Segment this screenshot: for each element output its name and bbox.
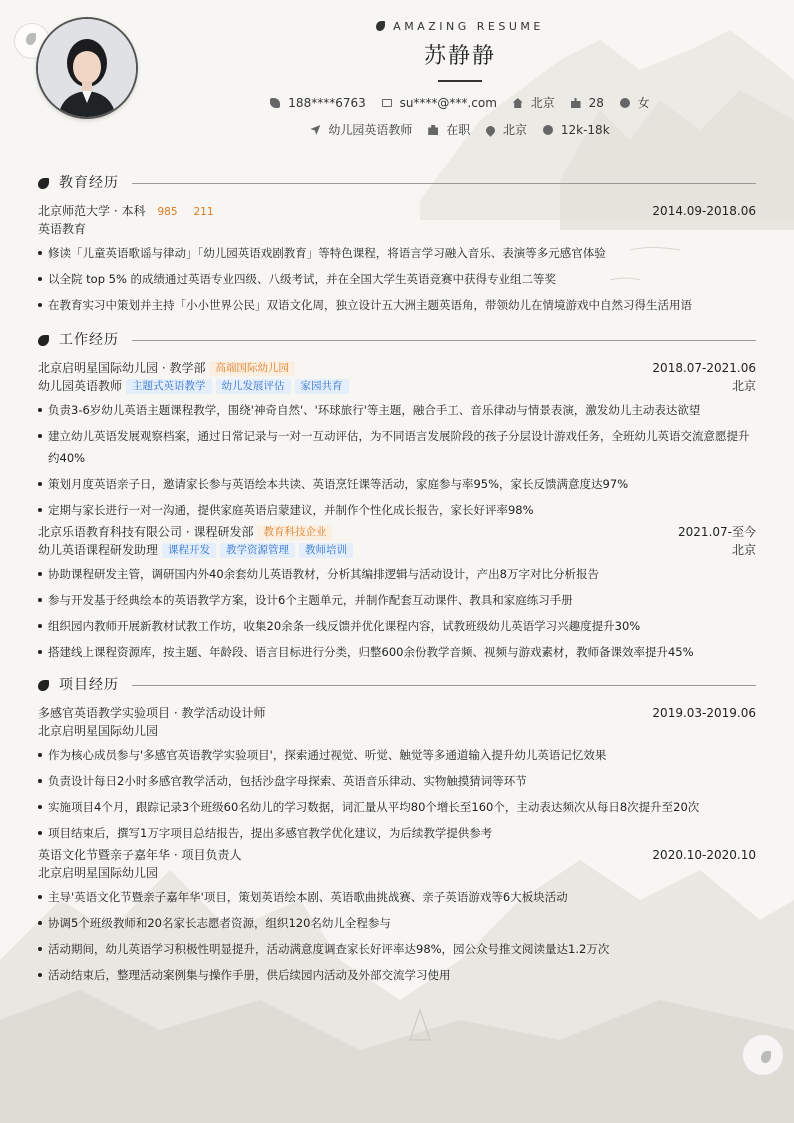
list-item: 项目结束后，撰写1万字项目总结报告，提出多感官教学优化建议，为后续教学提供参考 <box>38 822 756 844</box>
project-name: 多感官英语教学实验项目 · 教学活动设计师 <box>38 706 266 720</box>
list-item: 实施项目4个月，跟踪记录3个班级60名幼儿的学习数据，词汇量从平均80个增长至160个，主动表达频次从每日8次提升至20次 <box>38 796 756 818</box>
job-role: 幼儿园英语教师 <box>38 379 123 393</box>
education-date: 2014.09-2018.06 <box>652 204 756 218</box>
resume-header <box>150 18 770 139</box>
job-intent-row <box>150 121 770 139</box>
work-date: 2018.07-2021.06 <box>652 361 756 375</box>
mail-icon <box>382 99 392 107</box>
cake-icon <box>571 98 581 108</box>
job-role: 幼儿英语课程研发助理 <box>38 543 159 557</box>
home-icon <box>513 98 523 108</box>
list-item: 协助课程研发主管，调研国内外40余套幼儿英语教材，分析其编排逻辑与活动设计，产出8万字对比分析报告 <box>38 563 756 585</box>
work-bullets <box>38 563 756 663</box>
work-bullets <box>38 399 756 521</box>
skill-tag: 家园共育 <box>295 379 349 394</box>
list-item: 以全院 top 5% 的成绩通过英语专业四级、八级考试，并在全国大学生英语竞赛中获得专业组二等奖 <box>38 268 756 290</box>
list-item: 参与开发基于经典绘本的英语教学方案，设计6个主题单元，并制作配套互动课件、教具和家庭练习手册 <box>38 589 756 611</box>
project-date: 2020.10-2020.10 <box>652 848 756 862</box>
leaf-icon <box>38 178 49 189</box>
project-bullets <box>38 886 756 986</box>
section-header <box>38 330 756 350</box>
decorative-circle <box>742 1034 784 1076</box>
list-item: 主导'英语文化节暨亲子嘉年华'项目，策划英语绘本剧、英语歌曲挑战赛、亲子英语游戏等6大板块活动 <box>38 886 756 908</box>
education-section <box>38 173 756 316</box>
candidate-name: 苏静静 <box>423 44 496 69</box>
project-org: 北京启明星国际幼儿园 <box>38 866 159 880</box>
section-title: 工作经历 <box>59 332 119 348</box>
list-item: 负责3-6岁幼儿英语主题课程教学，围绕'神奇自然'、'环球旅行'等主题，融合手工、音乐律动与情景表演，激发幼儿主动表达欲望 <box>38 399 756 421</box>
company-name: 北京启明星国际幼儿园 · 教学部 <box>38 361 206 375</box>
list-item: 组织园内教师开展新教材试教工作坊，收集20余条一线反馈并优化课程内容，试教班级幼儿英语学习兴趣度提升30% <box>38 615 756 637</box>
skill-tag: 主题式英语教学 <box>126 379 212 394</box>
project-org: 北京启明星国际幼儿园 <box>38 724 159 738</box>
school-tag: 985 <box>157 206 178 218</box>
leaf-icon <box>38 680 49 691</box>
work-entry-header <box>38 523 756 541</box>
contact-email: su****@***.com <box>382 94 497 112</box>
list-item: 修读「儿童英语歌谣与律动」「幼儿园英语戏剧教育」等特色课程，将语言学习融入音乐、表演等多元感官体验 <box>38 242 756 264</box>
avatar <box>38 19 136 117</box>
briefcase-icon <box>428 125 438 135</box>
coin-icon <box>543 125 553 135</box>
project-entry <box>38 704 756 844</box>
list-item: 建立幼儿英语发展观察档案，通过日常记录与一对一互动评估，为不同语言发展阶段的孩子分层设计游戏任务，全班幼儿英语交流意愿提升约40% <box>38 425 756 469</box>
major: 英语教育 <box>38 222 87 236</box>
school-tag: 211 <box>193 206 214 218</box>
intent-status: 在职 <box>428 121 470 139</box>
contact-home: 北京 <box>513 94 555 112</box>
company-tag: 高端国际幼儿园 <box>209 361 295 376</box>
list-item: 协调5个班级教师和20名家长志愿者资源，组织120名幼儿全程参与 <box>38 912 756 934</box>
smile-icon <box>620 98 630 108</box>
list-item: 在教育实习中策划并主持「小小世界公民」双语文化周，独立设计五大洲主题英语角，带领幼儿在情境游戏中自然习得生活用语 <box>38 294 756 316</box>
work-city: 北京 <box>731 379 756 393</box>
education-bullets <box>38 242 756 316</box>
work-entry-header <box>38 359 756 377</box>
section-divider <box>132 685 756 686</box>
skill-tag: 教学资源管理 <box>220 543 295 558</box>
list-item: 策划月度英语亲子日，邀请家长参与英语绘本共读、英语烹饪课等活动，家庭参与率95%，家长反馈满意度达97% <box>38 473 756 495</box>
skill-tag: 幼儿发展评估 <box>216 379 291 394</box>
education-entry-header <box>38 202 756 220</box>
work-role-row <box>38 541 756 559</box>
location-icon <box>484 124 497 137</box>
project-entry-header <box>38 846 756 864</box>
intent-salary: 12k-18k <box>543 121 610 139</box>
list-item: 搭建线上课程资源库，按主题、年龄段、语言目标进行分类，归整600余份教学音频、视频与游戏素材，教师备课效率提升45% <box>38 641 756 663</box>
section-title: 教育经历 <box>59 175 119 191</box>
work-city: 北京 <box>731 543 756 557</box>
leaf-icon <box>38 335 49 346</box>
section-header <box>38 675 756 695</box>
project-entry <box>38 846 756 986</box>
section-header <box>38 173 756 193</box>
company-tag: 教育科技企业 <box>257 525 332 540</box>
contact-row <box>150 94 770 112</box>
section-title: 项目经历 <box>59 677 119 693</box>
intent-city: 北京 <box>486 121 527 139</box>
school-name: 北京师范大学 · 本科 <box>38 204 146 218</box>
company-name: 北京乐语教育科技有限公司 · 课程研发部 <box>38 525 254 539</box>
send-icon <box>310 125 320 135</box>
list-item: 作为核心成员参与'多感官英语教学实验项目'，探索通过视觉、听觉、触觉等多通道输入提升幼儿英语记忆效果 <box>38 744 756 766</box>
list-item: 负责设计每日2小时多感官教学活动，包括沙盘字母探索、英语音乐律动、实物触摸猜词等环节 <box>38 770 756 792</box>
phone-icon <box>270 98 280 108</box>
name-underline <box>438 80 482 82</box>
skill-tag: 课程开发 <box>162 543 216 558</box>
project-date: 2019.03-2019.06 <box>652 706 756 720</box>
contact-gender: 女 <box>620 94 650 112</box>
work-section <box>38 330 756 663</box>
list-item: 活动结束后，整理活动案例集与操作手册，供后续园内活动及外部交流学习使用 <box>38 964 756 986</box>
list-item: 定期与家长进行一对一沟通，提供家庭英语启蒙建议，并制作个性化成长报告，家长好评率98% <box>38 499 756 521</box>
work-role-row <box>38 377 756 395</box>
work-entry <box>38 359 756 521</box>
work-date: 2021.07-至今 <box>678 525 756 539</box>
intent-position: 幼儿园英语教师 <box>310 121 412 139</box>
section-divider <box>132 340 756 341</box>
work-entry <box>38 523 756 663</box>
project-bullets <box>38 744 756 844</box>
contact-phone: 188****6763 <box>270 94 365 112</box>
project-name: 英语文化节暨亲子嘉年华 · 项目负责人 <box>38 848 242 862</box>
section-divider <box>132 183 756 184</box>
skill-tag: 教师培训 <box>299 543 353 558</box>
list-item: 活动期间，幼儿英语学习积极性明显提升，活动满意度调查家长好评率达98%，园公众号推文阅读量达1.2万次 <box>38 938 756 960</box>
tagline: AMAZING RESUME <box>150 18 770 36</box>
leaf-icon <box>376 21 385 31</box>
project-section <box>38 675 756 986</box>
project-entry-header <box>38 704 756 722</box>
contact-age: 28 <box>571 94 604 112</box>
